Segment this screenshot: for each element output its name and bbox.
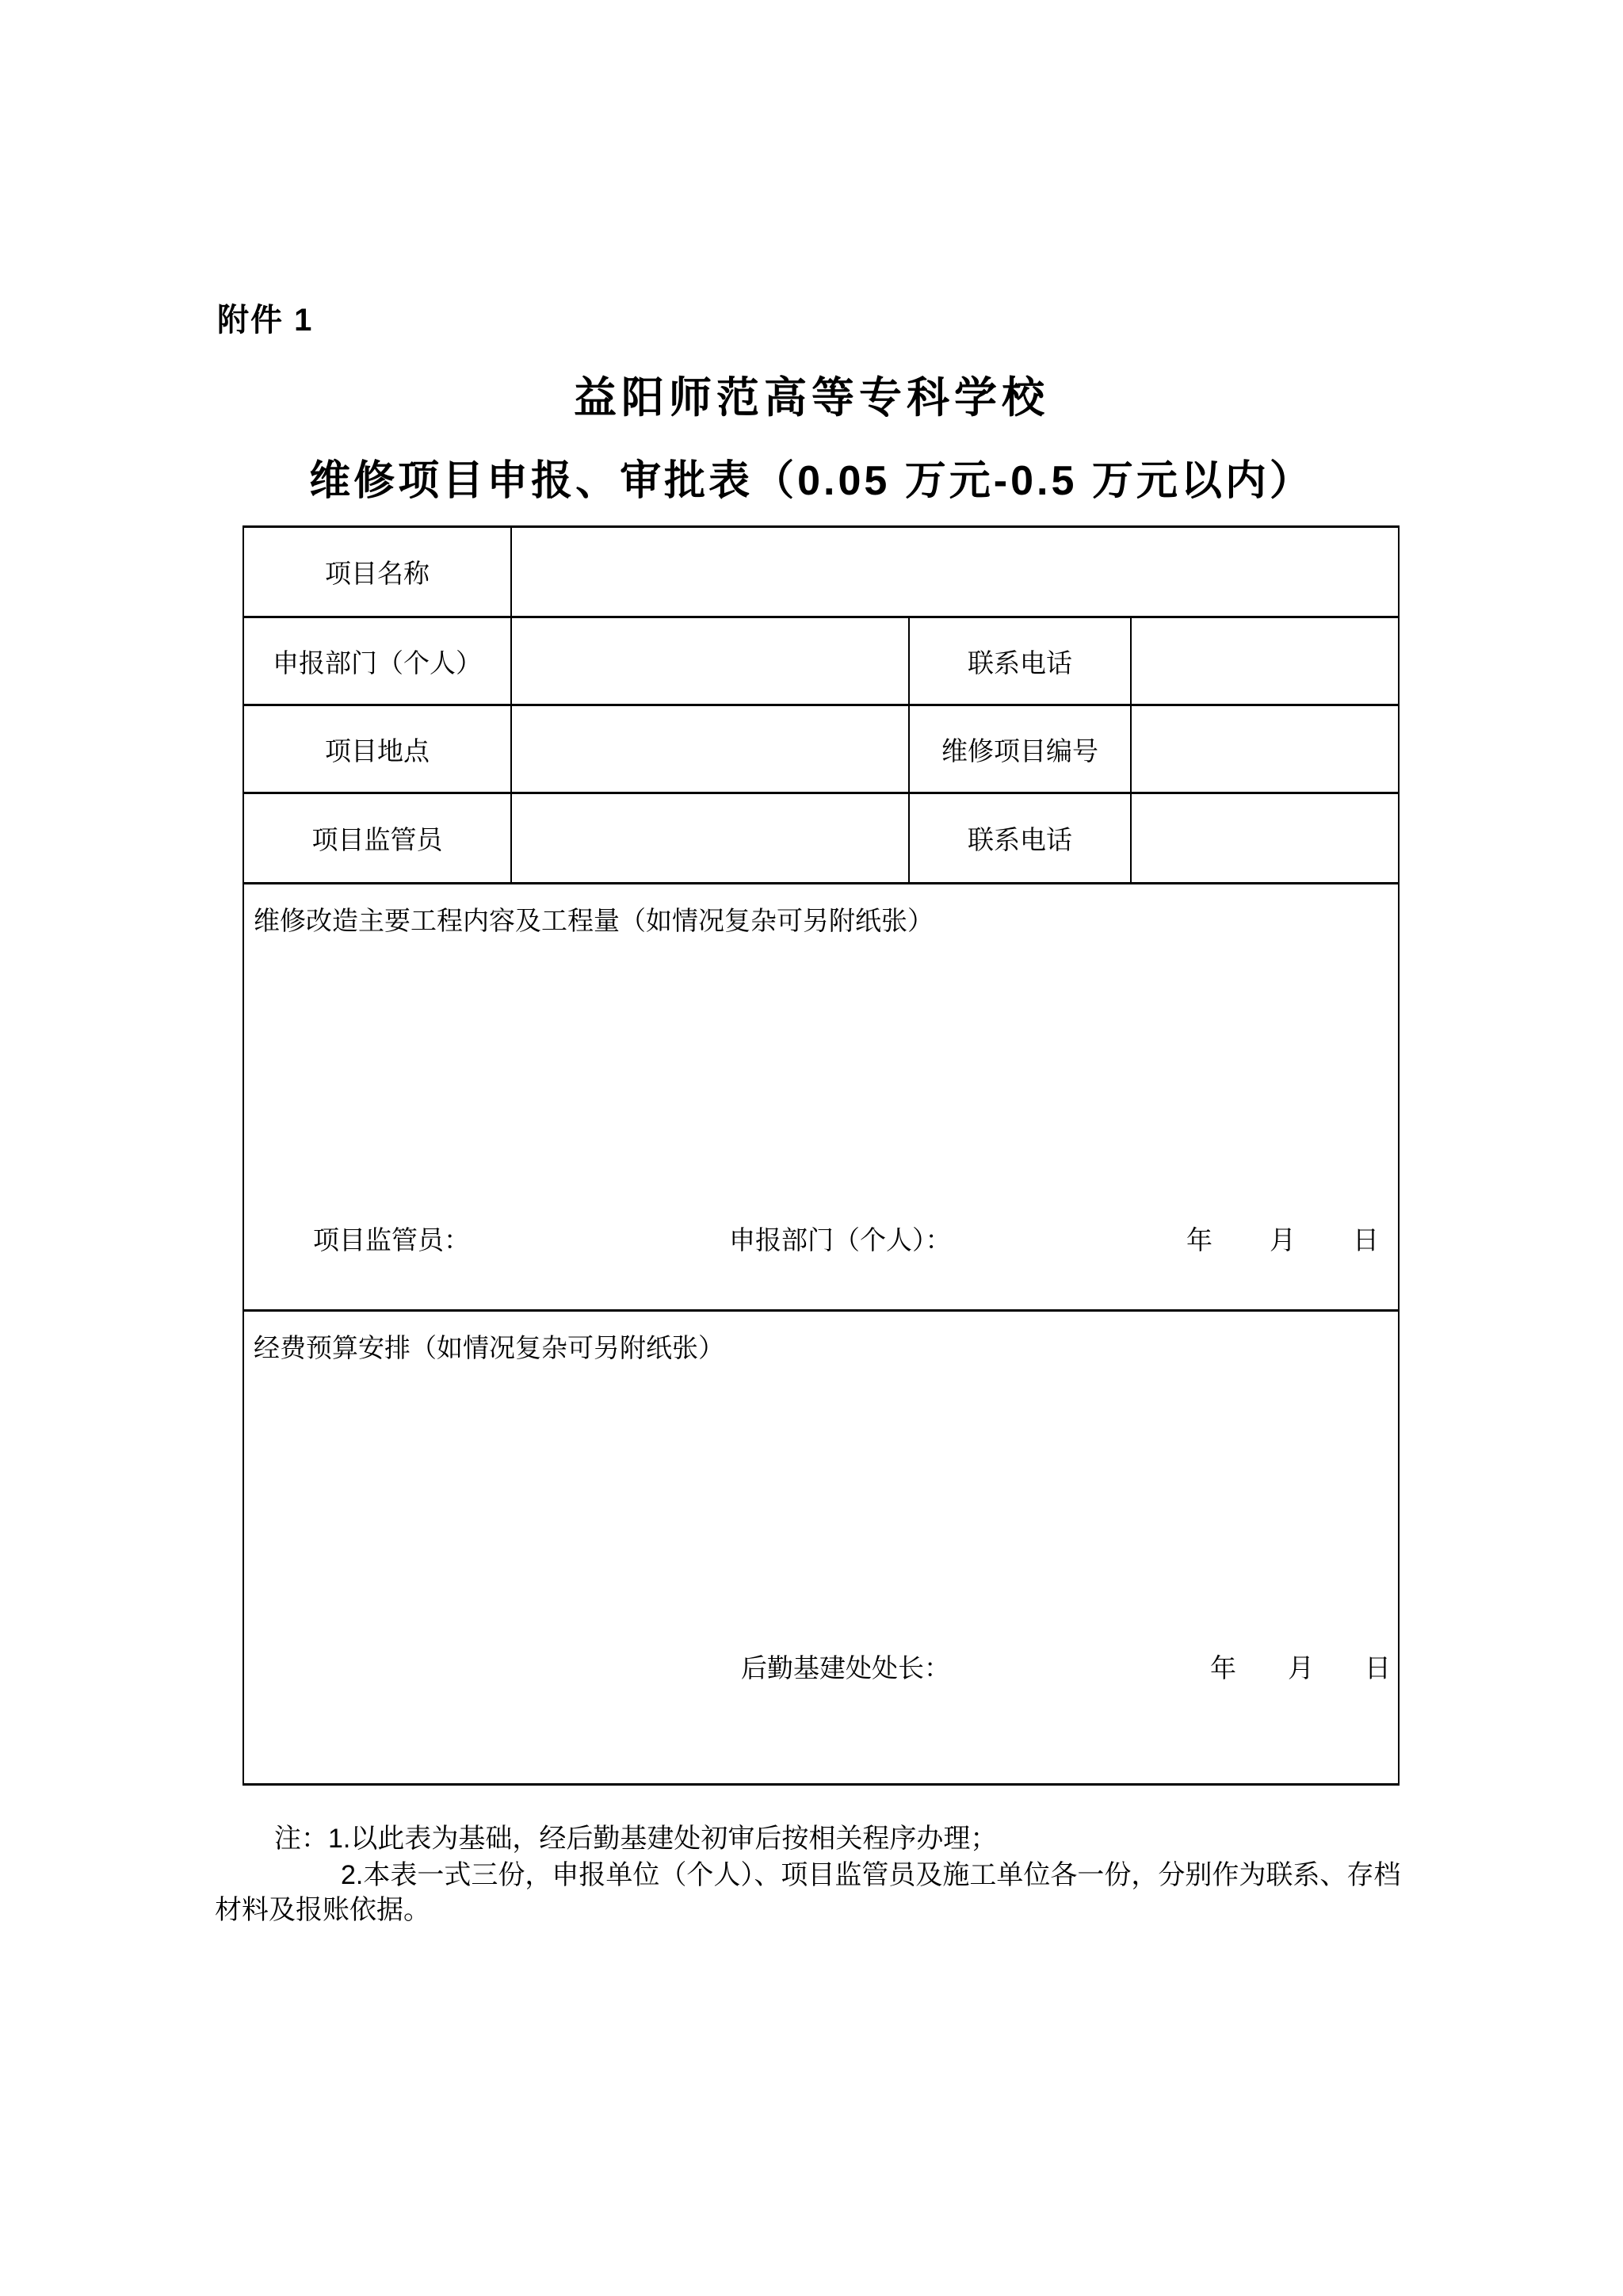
section-budget [244,1312,1398,1783]
footnote-line-1: 注：1.以此表为基础，经后勤基建处初审后按相关程序办理； [274,1824,998,1854]
maintenance-project-number-value-cell [1132,706,1398,794]
document-title: 益阳师范高等专科学校 [574,374,1049,422]
project-location-label: 项目地点 [244,706,512,794]
contact-phone-label-1: 联系电话 [910,618,1132,706]
project-name-label: 项目名称 [244,528,512,618]
signature-applicant-department: 申报部门（个人）： [729,1225,952,1255]
maintenance-project-number-label: 维修项目编号 [910,706,1132,794]
contact-phone-value-cell-2 [1132,794,1398,884]
date-year-label-1: 年 [1186,1225,1212,1255]
applicant-department-label: 申报部门（个人） [244,618,512,706]
signature-logistics-director: 后勤基建处处长： [741,1653,950,1683]
project-supervisor-label: 项目监管员 [244,794,512,884]
attachment-label: 附件 1 [217,303,314,338]
document-subtitle: 维修项目申报、审批表（0.05 万元-0.5 万元以内） [309,458,1314,504]
project-name-value-cell [512,528,1398,618]
construction-content-heading: 维修改造主要工程内容及工程量（如情况复杂可另附纸张） [254,906,934,935]
contact-phone-value-cell-1 [1132,618,1398,706]
date-month-label-2: 月 [1288,1653,1314,1683]
section-construction-content [244,884,1398,1312]
footnote-line-3: 材料及报账依据。 [215,1895,430,1925]
footnote-line-2: 2.本表一式三份，申报单位（个人）、项目监管员及施工单位各一份，分别作为联系、存档 [341,1860,1401,1890]
date-day-label-1: 日 [1353,1225,1379,1255]
date-month-label-1: 月 [1270,1225,1296,1255]
applicant-department-value-cell [512,618,910,706]
contact-phone-label-2: 联系电话 [910,794,1132,884]
budget-heading: 经费预算安排（如情况复杂可另附纸张） [254,1333,724,1362]
project-supervisor-value-cell [512,794,910,884]
signature-project-supervisor: 项目监管员： [313,1225,470,1255]
date-year-label-2: 年 [1210,1653,1236,1683]
project-location-value-cell [512,706,910,794]
application-form-table [242,525,1400,1786]
date-day-label-2: 日 [1365,1653,1391,1683]
